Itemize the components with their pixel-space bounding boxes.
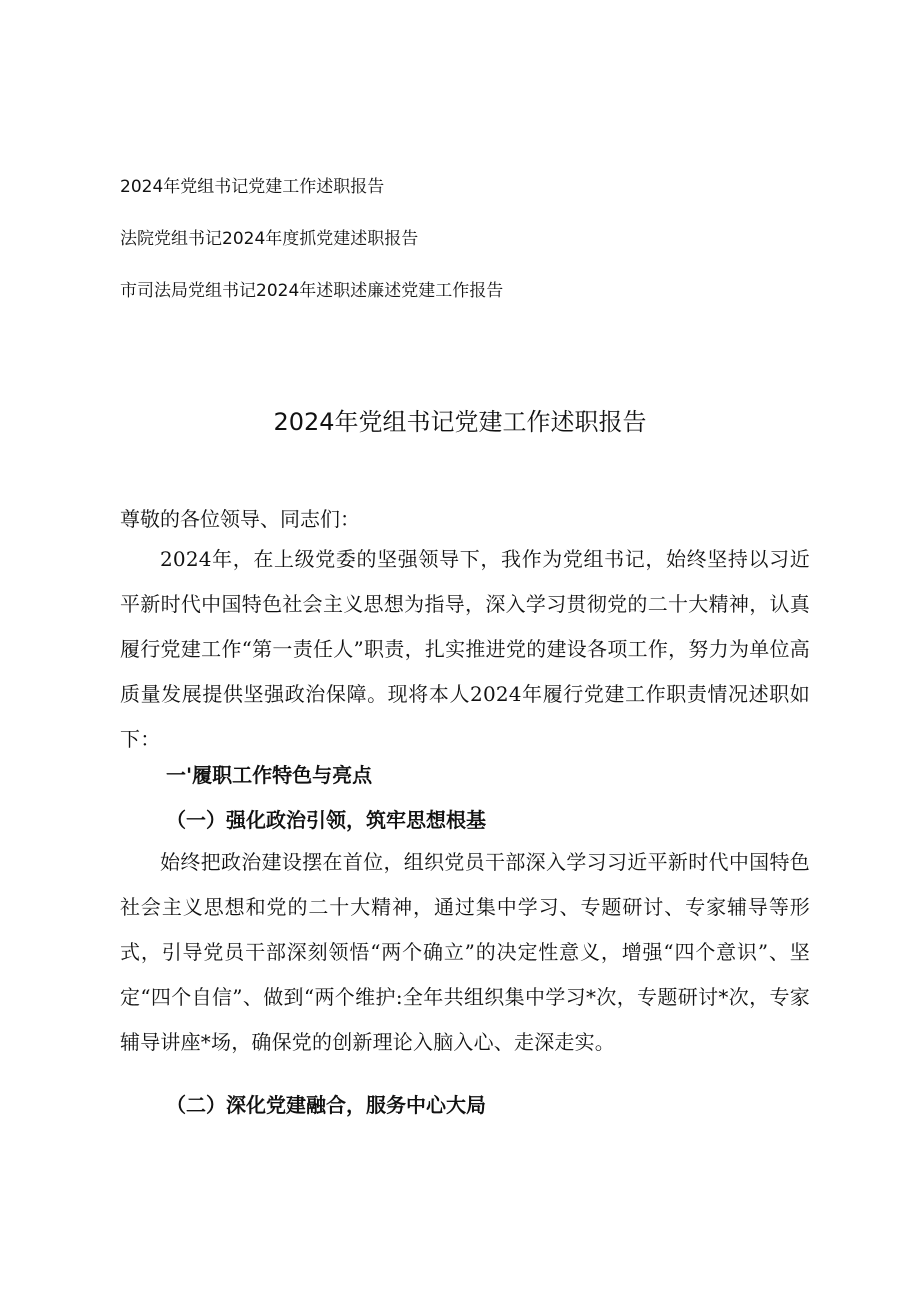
salutation: 尊敬的各位领导、同志们： [120, 507, 360, 531]
section-heading-1: 一'履职工作特色与亮点 [166, 763, 373, 787]
toc-item-1: 2024年党组书记党建工作述职报告 [120, 177, 385, 197]
toc-item-2: 法院党组书记2024年度抓党建述职报告 [120, 229, 419, 249]
intro-paragraph: 2024年，在上级党委的坚强领导下，我作为党组书记，始终坚持以习近平新时代中国特色社会主义思想为指导，深入学习贯彻党的二十大精神，认真履行党建工作“第一责任人”职责，扎实推进党的建设各项工作，努力为单位高质量发展提供坚强政治保障。现将本人2024年履行党建工作职责情况述职如下： [120, 547, 810, 751]
toc-item-3: 市司法局党组书记2024年述职述廉述党建工作报告 [120, 281, 504, 301]
table-of-contents [120, 174, 503, 330]
subsection-1-paragraph: 始终把政治建设摆在首位，组织党员干部深入学习习近平新时代中国特色社会主义思想和党的二十大精神，通过集中学习、专题研讨、专家辅导等形式，引导党员干部深刻领悟“两个确立”的决定性意义，增强“四个意识”、坚定“四个自信”、做到“两个维护:全年共组织集中学习*次，专题研讨*次，专家辅导讲座*场，确保党的创新理论入脑入心、走深走实。 [120, 850, 810, 1054]
document-title: 2024年党组书记党建工作述职报告 [273, 408, 647, 436]
subsection-heading-2: （二）深化党建融合，服务中心大局 [166, 1093, 486, 1117]
subsection-heading-1: （一）强化政治引领，筑牢思想根基 [166, 808, 486, 832]
